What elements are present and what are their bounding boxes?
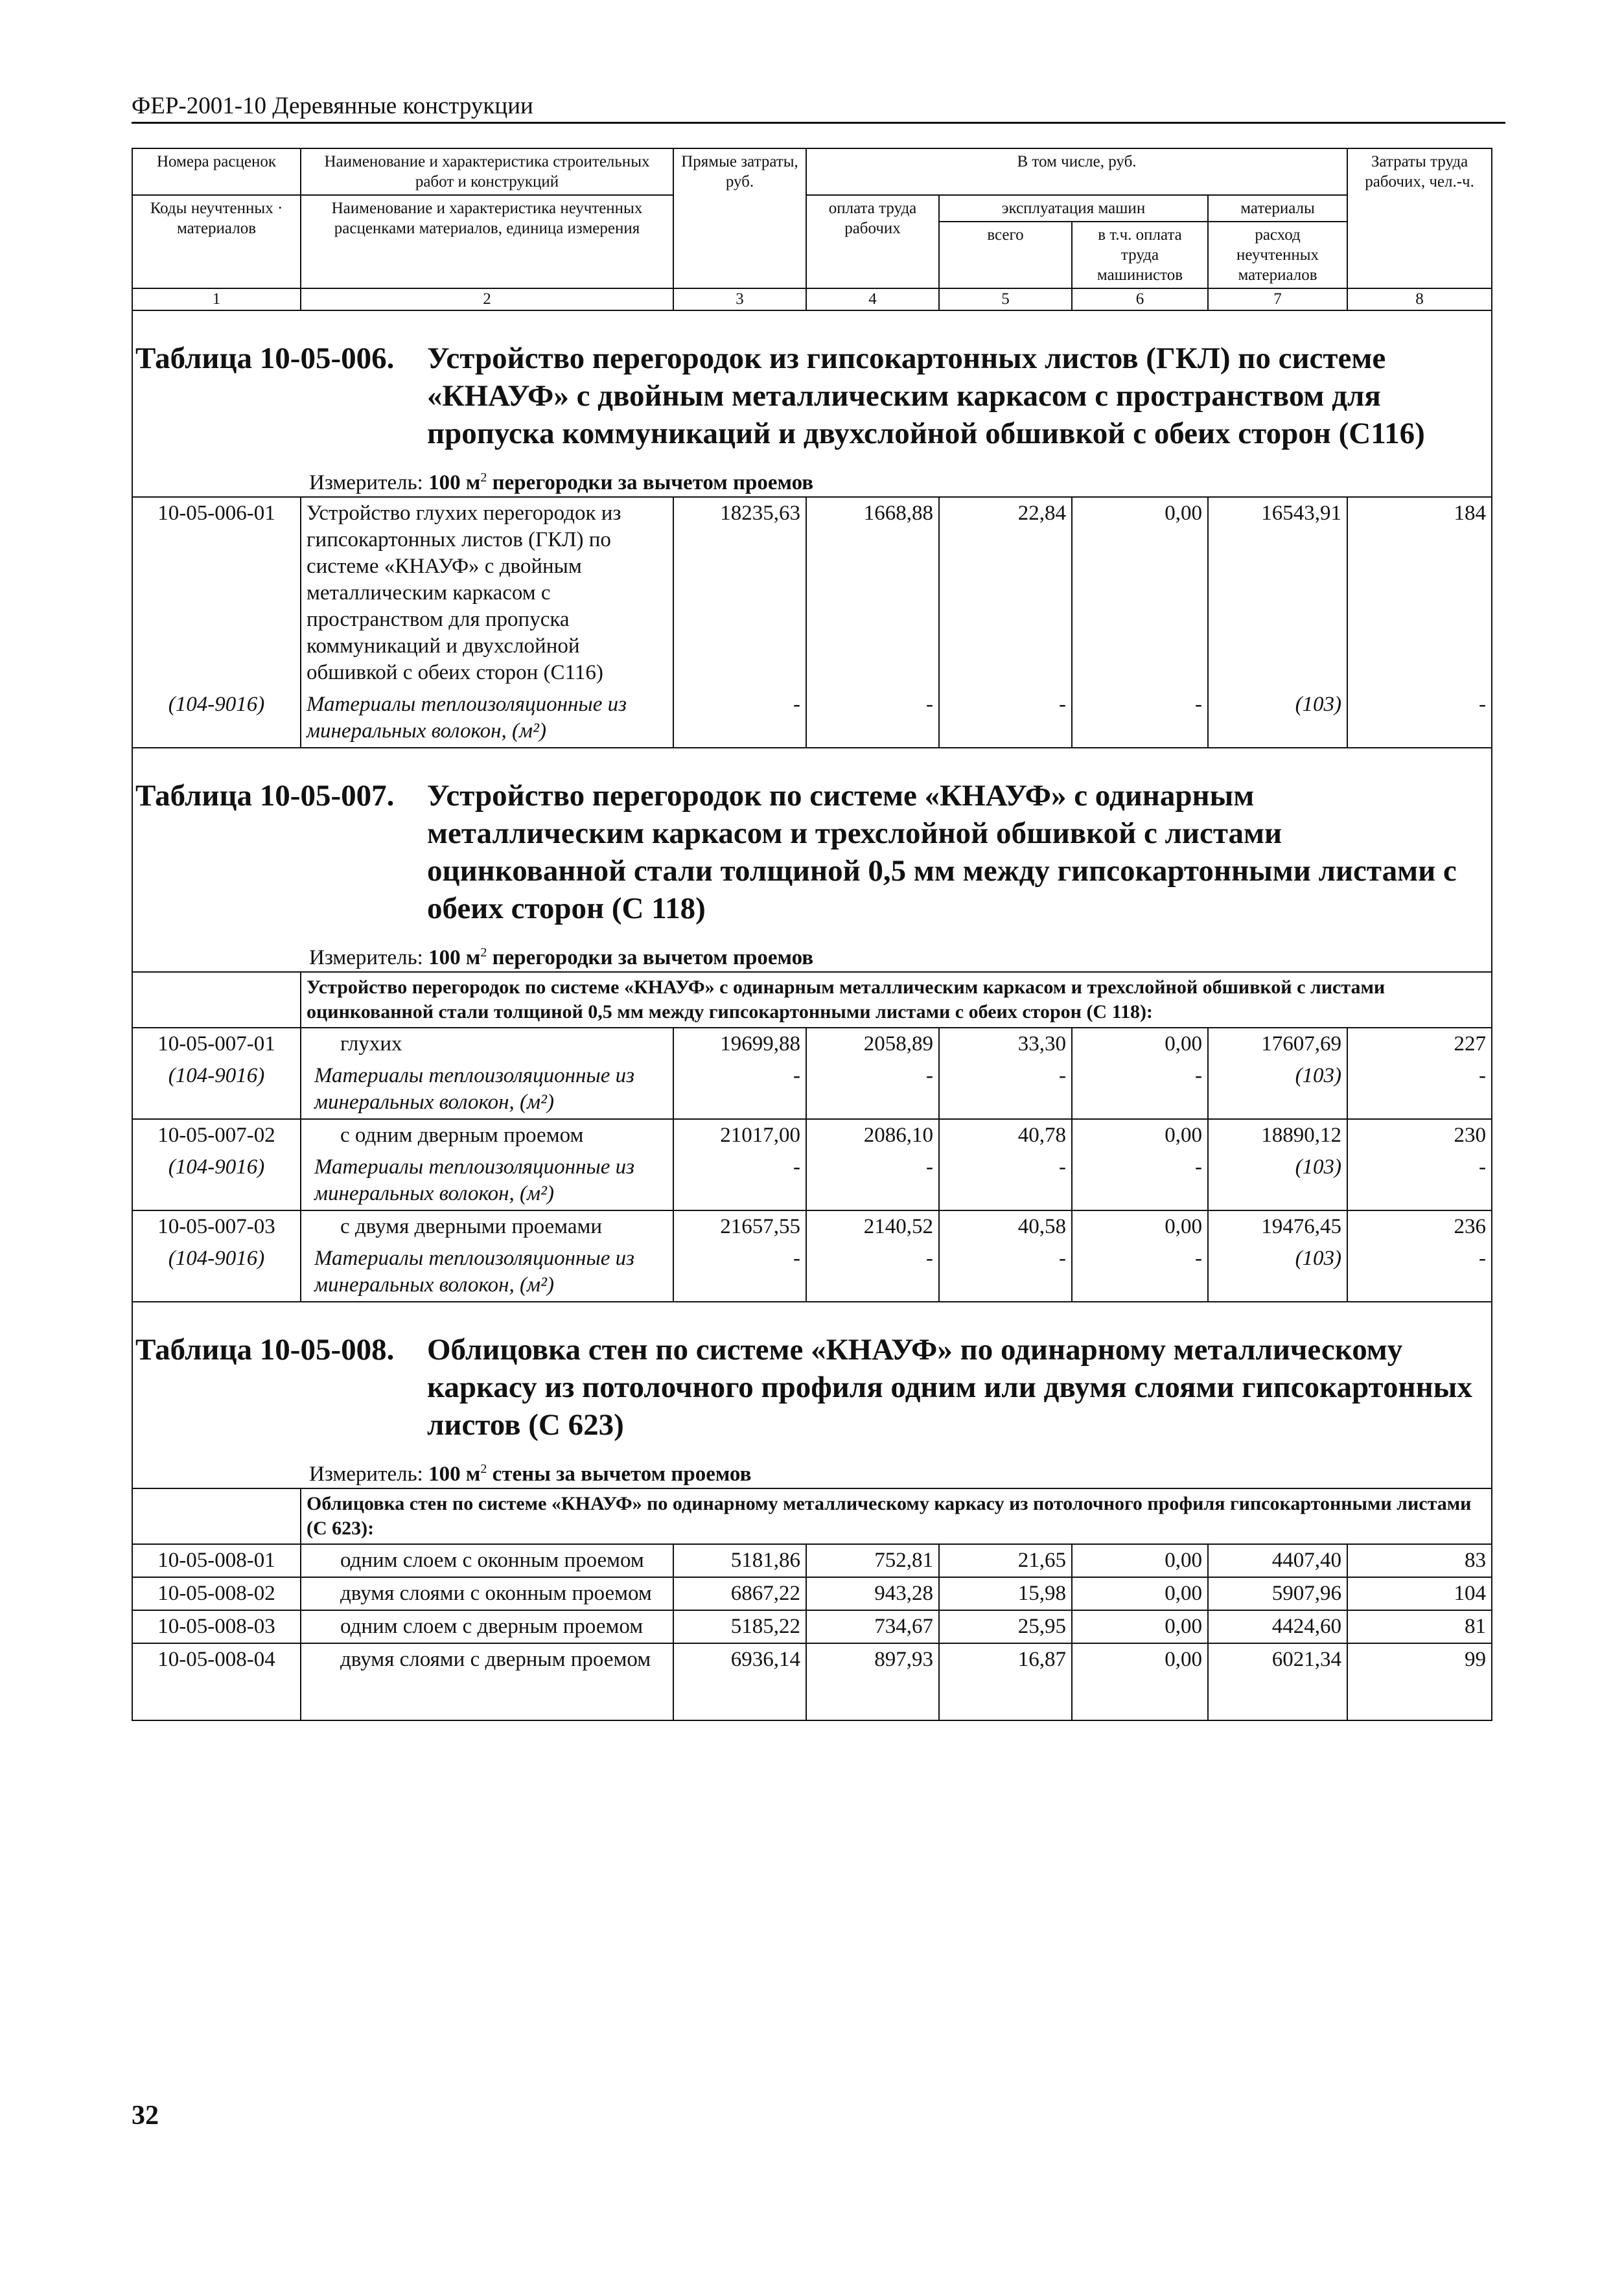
col-header-machines: эксплуатация машин bbox=[939, 195, 1208, 222]
col-header-direct-costs: Прямые затраты, руб. bbox=[673, 148, 806, 288]
table-row: 10-05-008-02 двумя слоями с оконным проемом 6867,22 943,28 15,98 0,00 5907,96 104 bbox=[132, 1577, 1492, 1610]
col-header-labor-pay: оплата труда рабочих bbox=[806, 195, 939, 288]
col-header-including: В том числе, руб. bbox=[806, 148, 1347, 195]
material-code: (104-9016) bbox=[132, 689, 301, 748]
running-header: ФЕР-2001-10 Деревянные конструкции bbox=[132, 91, 1505, 124]
machines-total: 22,84 bbox=[939, 497, 1072, 689]
rate-name: двумя слоями с дверным проемом bbox=[301, 1643, 673, 1676]
rate-code: 10-05-007-01 bbox=[132, 1028, 301, 1060]
material-usage: (103) bbox=[1208, 689, 1347, 748]
col-number: 6 bbox=[1072, 288, 1208, 310]
col-header-labor-hours: Затраты труда рабочих, чел.-ч. bbox=[1347, 148, 1492, 288]
table-title-block bbox=[132, 1302, 1492, 1488]
table-10-05-007 bbox=[132, 748, 1492, 1302]
col-header-materials: материалы bbox=[1208, 195, 1347, 222]
col-number: 1 bbox=[132, 288, 301, 310]
table-title: Устройство перегородок из гипсокартонных листов (ГКЛ) по системе «КНАУФ» с двойным металлическим каркасом с пространством для пропуска коммуникаций и двухслойной обшивкой с обеих сторон (С116) bbox=[427, 341, 1425, 450]
table-row: 10-05-007-02 с одним дверным проемом 21017,00 2086,10 40,78 0,00 18890,12 230 bbox=[132, 1119, 1492, 1151]
col-header-material-codes: Коды неучтенных · материалов bbox=[132, 195, 301, 288]
rate-code: 10-05-008-02 bbox=[132, 1577, 301, 1610]
rate-name: с двумя дверными проемами bbox=[301, 1210, 673, 1243]
table-10-05-008 bbox=[132, 1302, 1492, 1720]
col-header-material-name: Наименование и характеристика неучтенных расценками материалов, единица измерения bbox=[301, 195, 673, 288]
rate-name: глухих bbox=[301, 1028, 673, 1060]
table-label: Таблица 10-05-006. bbox=[135, 341, 395, 375]
col-header-rate-numbers: Номера расценок bbox=[132, 148, 301, 195]
table-row bbox=[132, 497, 1492, 689]
materials-cost: 16543,91 bbox=[1208, 497, 1347, 689]
group-heading: Облицовка стен по системе «КНАУФ» по одинарному металлическому каркасу из потолочного профиля гипсокартонными листами (С 623): bbox=[301, 1488, 1492, 1544]
rate-code: 10-05-008-03 bbox=[132, 1610, 301, 1643]
col-number: 2 bbox=[301, 288, 673, 310]
table-row: 10-05-007-01 глухих 19699,88 2058,89 33,30 0,00 17607,69 227 bbox=[132, 1028, 1492, 1060]
rate-name: двумя слоями с оконным проемом bbox=[301, 1577, 673, 1610]
table-label: Таблица 10-05-007. bbox=[135, 779, 395, 813]
table-10-05-006 bbox=[132, 310, 1492, 748]
col-header-operator-pay: в т.ч. оплата труда машинистов bbox=[1072, 222, 1208, 288]
table-header bbox=[132, 148, 1492, 310]
material-row: (104-9016) Материалы теплоизоляционные из минеральных волокон, (м²) - - - - (103) - bbox=[132, 1151, 1492, 1210]
col-number: 5 bbox=[939, 288, 1072, 310]
labor-hours: 184 bbox=[1347, 497, 1492, 689]
measure-unit: Измеритель: 100 $м^2$ перегородки за вычетом проемов bbox=[309, 470, 814, 494]
table-title-block bbox=[132, 310, 1492, 497]
material-name: Материалы теплоизоляционные из минеральных волокон, (м²) bbox=[301, 689, 673, 748]
rates-table bbox=[132, 148, 1492, 1721]
rate-name: с одним дверным проемом bbox=[301, 1119, 673, 1151]
col-header-machines-total: всего bbox=[939, 222, 1072, 288]
group-heading: Устройство перегородок по системе «КНАУФ» с одинарным металлическим каркасом и трехслойной обшивкой с листами оцинкованной стали толщиной 0,5 мм между гипсокартонными листами с обеих сторон (С 118): bbox=[301, 972, 1492, 1028]
price-tables bbox=[132, 148, 1491, 1721]
table-title-block bbox=[132, 748, 1492, 972]
col-number: 4 bbox=[806, 288, 939, 310]
direct-costs: 18235,63 bbox=[673, 497, 806, 689]
rate-code: 10-05-008-01 bbox=[132, 1544, 301, 1577]
table-title: Устройство перегородок по системе «КНАУФ» с одинарным металлическим каркасом и трехслойной обшивкой с листами оцинкованной стали толщиной 0,5 мм между гипсокартонными листами с обеих сторон (С 118) bbox=[427, 779, 1457, 925]
rate-code: 10-05-007-03 bbox=[132, 1210, 301, 1243]
table-row: 10-05-008-03 одним слоем с дверным проемом 5185,22 734,67 25,95 0,00 4424,60 81 bbox=[132, 1610, 1492, 1643]
col-number: 7 bbox=[1208, 288, 1347, 310]
table-title: Облицовка стен по системе «КНАУФ» по одинарному металлическому каркасу из потолочного профиля одним или двумя слоями гипсокартонных листов (С 623) bbox=[427, 1333, 1472, 1442]
rate-name: Устройство глухих перегородок из гипсокартонных листов (ГКЛ) по системе «КНАУФ» с двойным металлическим каркасом с пространством для пропуска коммуникаций и двухслойной обшивкой с обеих сторон (С116) bbox=[301, 497, 673, 689]
measure-unit: Измеритель: 100 $м^2$ перегородки за вычетом проемов bbox=[309, 945, 814, 969]
table-row: 10-05-008-01 одним слоем с оконным проемом 5181,86 752,81 21,65 0,00 4407,40 83 bbox=[132, 1544, 1492, 1577]
table-row: 10-05-007-03 с двумя дверными проемами 21657,55 2140,52 40,58 0,00 19476,45 236 bbox=[132, 1210, 1492, 1243]
col-number: 8 bbox=[1347, 288, 1492, 310]
measure-unit: Измеритель: 100 $м^2$ стены за вычетом проемов bbox=[309, 1462, 752, 1486]
material-row: (104-9016) Материалы теплоизоляционные из минеральных волокон, (м²) - - - - (103) - bbox=[132, 1060, 1492, 1119]
table-row: 10-05-008-04 двумя слоями с дверным проемом 6936,14 897,93 16,87 0,00 6021,34 99 bbox=[132, 1643, 1492, 1676]
col-number: 3 bbox=[673, 288, 806, 310]
table-label: Таблица 10-05-008. bbox=[135, 1333, 395, 1367]
rate-code: 10-05-006-01 bbox=[132, 497, 301, 689]
operator-pay: 0,00 bbox=[1072, 497, 1208, 689]
col-header-work-name: Наименование и характеристика строительных работ и конструкций bbox=[301, 148, 673, 195]
material-row: (104-9016) Материалы теплоизоляционные из минеральных волокон, (м²) - - - - (103) - bbox=[132, 1243, 1492, 1302]
page-number: 32 bbox=[132, 2101, 159, 2131]
labor-pay: 1668,88 bbox=[806, 497, 939, 689]
rate-name: одним слоем с дверным проемом bbox=[301, 1610, 673, 1643]
rate-code: 10-05-007-02 bbox=[132, 1119, 301, 1151]
material-row: (104-9016) Материалы теплоизоляционные из минеральных волокон, (м²) - - - - (103) - bbox=[132, 689, 1492, 748]
rate-code: 10-05-008-04 bbox=[132, 1643, 301, 1676]
col-header-material-usage: расход неучтенных материалов bbox=[1208, 222, 1347, 288]
rate-name: одним слоем с оконным проемом bbox=[301, 1544, 673, 1577]
